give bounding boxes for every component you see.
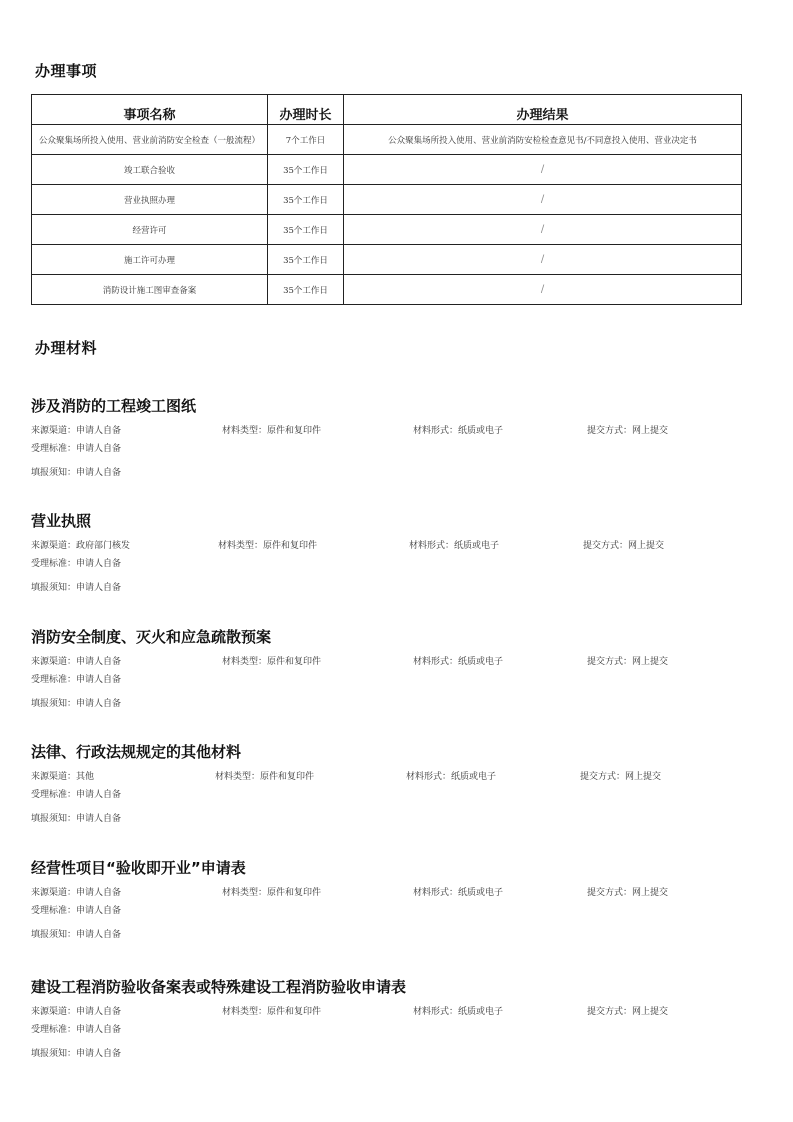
material-notice: 填报须知：申请人自备 (31, 814, 122, 824)
material-source: 来源渠道：申请人自备 (31, 888, 122, 898)
material-title: 营业执照 (31, 512, 92, 530)
items-table-header-row (32, 95, 742, 125)
material-entry (31, 511, 741, 594)
item-duration-cell: 35个工作日 (268, 275, 344, 305)
material-submit: 提交方式：网上提交 (580, 772, 662, 782)
material-notice: 填报须知：申请人自备 (31, 930, 122, 940)
material-notice: 填报须知：申请人自备 (31, 1049, 122, 1059)
material-type: 材料类型：原件和复印件 (222, 657, 322, 667)
item-name-cell: 营业执照办理 (32, 185, 268, 215)
table-row (32, 245, 742, 275)
material-meta-row (31, 654, 741, 668)
material-standard: 受理标准：申请人自备 (31, 1025, 122, 1035)
material-standard: 受理标准：申请人自备 (31, 790, 122, 800)
material-standard: 受理标准：申请人自备 (31, 559, 122, 569)
material-entry (31, 742, 741, 825)
material-source: 来源渠道：申请人自备 (31, 426, 122, 436)
table-row (32, 215, 742, 245)
item-name-cell: 经营许可 (32, 215, 268, 245)
material-meta-row (31, 538, 741, 552)
item-result-cell: 公众聚集场所投入使用、营业前消防安检检查意见书/不同意投入使用、营业决定书 (344, 125, 742, 155)
item-result-cell: / (344, 155, 742, 185)
item-name-cell: 公众聚集场所投入使用、营业前消防安全检查（一般流程） (32, 125, 268, 155)
materials-section-heading: 办理材料 (35, 339, 98, 357)
material-meta-row (31, 885, 741, 899)
items-section-heading: 办理事项 (35, 62, 98, 80)
item-result-cell: / (344, 185, 742, 215)
item-duration-cell: 35个工作日 (268, 245, 344, 275)
material-title: 法律、行政法规规定的其他材料 (31, 743, 242, 761)
item-duration-cell: 35个工作日 (268, 215, 344, 245)
material-form: 材料形式：纸质或电子 (413, 1007, 504, 1017)
material-source: 来源渠道：申请人自备 (31, 657, 122, 667)
items-table (31, 94, 742, 305)
material-form: 材料形式：纸质或电子 (406, 772, 497, 782)
item-name-cell: 消防设计施工图审查备案 (32, 275, 268, 305)
material-standard: 受理标准：申请人自备 (31, 675, 122, 685)
material-title: 涉及消防的工程竣工图纸 (31, 397, 197, 415)
material-source: 来源渠道：政府部门核发 (31, 541, 131, 551)
header-duration: 办理时长 (268, 95, 344, 125)
material-type: 材料类型：原件和复印件 (218, 541, 318, 551)
material-notice: 填报须知：申请人自备 (31, 699, 122, 709)
material-submit: 提交方式：网上提交 (583, 541, 665, 551)
table-row (32, 155, 742, 185)
item-duration-cell: 35个工作日 (268, 185, 344, 215)
item-result-cell: / (344, 275, 742, 305)
material-type: 材料类型：原件和复印件 (222, 888, 322, 898)
material-submit: 提交方式：网上提交 (587, 657, 669, 667)
item-result-cell: / (344, 245, 742, 275)
material-form: 材料形式：纸质或电子 (413, 657, 504, 667)
material-form: 材料形式：纸质或电子 (413, 426, 504, 436)
material-meta-row (31, 769, 741, 783)
material-title: 消防安全制度、灭火和应急疏散预案 (31, 628, 272, 646)
material-meta-row (31, 1004, 741, 1018)
material-entry (31, 396, 741, 479)
table-row (32, 275, 742, 305)
material-meta-row (31, 423, 741, 437)
material-notice: 填报须知：申请人自备 (31, 468, 122, 478)
material-source: 来源渠道：申请人自备 (31, 1007, 122, 1017)
material-submit: 提交方式：网上提交 (587, 1007, 669, 1017)
header-item-name: 事项名称 (32, 95, 268, 125)
material-standard: 受理标准：申请人自备 (31, 906, 122, 916)
material-title: 经营性项目“验收即开业”申请表 (31, 859, 246, 877)
table-row (32, 185, 742, 215)
material-notice: 填报须知：申请人自备 (31, 583, 122, 593)
material-submit: 提交方式：网上提交 (587, 426, 669, 436)
material-entry (31, 977, 741, 1060)
material-entry (31, 858, 741, 941)
item-name-cell: 竣工联合验收 (32, 155, 268, 185)
material-type: 材料类型：原件和复印件 (222, 426, 322, 436)
material-standard: 受理标准：申请人自备 (31, 444, 122, 454)
material-type: 材料类型：原件和复印件 (222, 1007, 322, 1017)
material-title: 建设工程消防验收备案表或特殊建设工程消防验收申请表 (31, 978, 407, 996)
material-form: 材料形式：纸质或电子 (409, 541, 500, 551)
material-submit: 提交方式：网上提交 (587, 888, 669, 898)
material-type: 材料类型：原件和复印件 (215, 772, 315, 782)
header-result: 办理结果 (344, 95, 742, 125)
item-result-cell: / (344, 215, 742, 245)
material-entry (31, 627, 741, 710)
item-name-cell: 施工许可办理 (32, 245, 268, 275)
material-source: 来源渠道：其他 (31, 772, 95, 782)
item-duration-cell: 7个工作日 (268, 125, 344, 155)
material-form: 材料形式：纸质或电子 (413, 888, 504, 898)
table-row (32, 125, 742, 155)
item-duration-cell: 35个工作日 (268, 155, 344, 185)
